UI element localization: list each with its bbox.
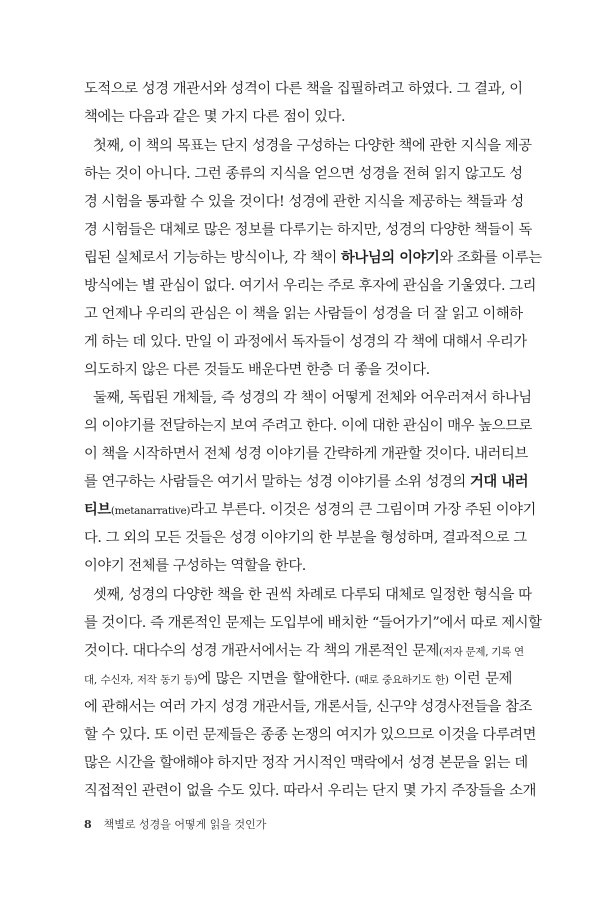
emphasis-text: 티브 (84, 502, 111, 518)
text-span: 것이다. 대다수의 성경 개관서에서는 각 책의 개론적인 문제 (84, 643, 440, 659)
text-line: 에 관해서는 여러 가지 성경 개관서들, 개론서들, 신구약 성경사전들을 참조 (84, 699, 532, 715)
text-line: 도적으로 성경 개관서와 성격이 다른 책을 집필하려고 하였다. 그 결과, 이 (84, 81, 523, 97)
text-span: 를 연구하는 사람들은 여기서 말하는 성경 이야기를 소위 성경의 (84, 474, 470, 490)
text-line: 셋째, 성경의 다양한 책을 한 권씩 차례로 다루되 대체로 일정한 형식을 따 (93, 587, 532, 603)
text-line: 책에는 다음과 같은 몇 가지 다른 점이 있다. (84, 109, 346, 125)
text-line: 경 시험을 통과할 수 있을 것이다! 성경에 관한 지식을 제공하는 책들과 성 (84, 194, 524, 210)
text-line: 방식에는 별 관심이 없다. 여기서 우리는 주로 후자에 관심을 기울였다. 그리 (84, 278, 537, 294)
text-span: 와 조화를 이루는 (439, 250, 542, 266)
text-line: 경 시험들은 대체로 많은 정보를 다루기는 하지만, 성경의 다양한 책들이 독 (84, 222, 532, 238)
annotation-text: (metanarrative) (110, 505, 191, 517)
text-line: 이야기 전체를 구성하는 역할을 한다. (84, 558, 306, 574)
text-line: 게 하는 데 있다. 만일 이 과정에서 독자들이 성경의 각 책에 대해서 우리가 (84, 334, 527, 350)
page-footer (84, 815, 266, 835)
text-span: 에 많은 지면을 할애한다. (197, 671, 355, 687)
text-line: 직접적인 관련이 없을 수도 있다. 따라서 우리는 단지 몇 가지 주장들을 소개 (84, 783, 537, 799)
text-line: 둘째, 독립된 개체들, 즉 성경의 각 책이 어떻게 전체와 어우러져서 하나님 (93, 390, 532, 406)
text-line (84, 243, 542, 273)
text-line: 하는 것이 아니다. 그런 종류의 지식을 얻으면 성경을 전혀 읽지 않고도 성 (84, 166, 523, 182)
text-line: 할 수 있다. 또 이런 문제들은 종종 논쟁의 여지가 있으므로 이것을 다루려면 (84, 727, 537, 743)
text-span: 이런 문제 (448, 671, 512, 687)
text-line (84, 467, 529, 497)
emphasis-text: 거대 내러 (469, 474, 529, 490)
text-line (84, 636, 524, 666)
text-line (84, 495, 536, 525)
text-line: 의 이야기를 전달하는지 보여 주려고 한다. 이에 대한 관심이 매우 높으므로 (84, 418, 532, 434)
page-number: 8 (84, 818, 92, 831)
text-line: 의도하지 않은 다른 것들도 배운다면 한층 더 좋을 것이다. (84, 362, 430, 378)
running-title: 책별로 성경을 어떻게 읽을 것인가 (103, 818, 267, 831)
text-span: 라고 부른다. 이것은 성경의 큰 그림이며 가장 주된 이야기 (190, 502, 536, 518)
text-line: 고 언제나 우리의 관심은 이 책을 읽는 사람들이 성경을 더 잘 읽고 이해하 (84, 306, 523, 322)
annotation-text: (저자 문제, 기록 연 (439, 646, 524, 658)
annotation-text: (때로 중요하기도 한) (354, 674, 449, 686)
annotation-text: 대, 수신자, 저작 동기 등) (84, 674, 198, 686)
text-line: 첫째, 이 책의 목표는 단지 성경을 구성하는 다양한 책에 관한 지식을 제공 (93, 138, 532, 154)
text-line: 이 책을 시작하면서 전체 성경 이야기를 간략하게 개관할 것이다. 내러티브 (84, 446, 528, 462)
text-line: 많은 시간을 할애해야 하지만 정작 거시적인 맥락에서 성경 본문을 읽는 데 (84, 755, 528, 771)
text-line: 다. 그 외의 모든 것들은 성경 이야기의 한 부분을 형성하며, 결과적으로 그 (84, 530, 527, 546)
text-span: 립된 실체로서 기능하는 방식이나, 각 책이 (84, 250, 341, 266)
emphasis-text: 하나님의 이야기 (341, 250, 440, 266)
text-line (84, 664, 512, 694)
text-line: 를 것이다. 즉 개론적인 문제는 도입부에 배치한 “들어가기”에서 따로 제시할 (84, 615, 542, 631)
